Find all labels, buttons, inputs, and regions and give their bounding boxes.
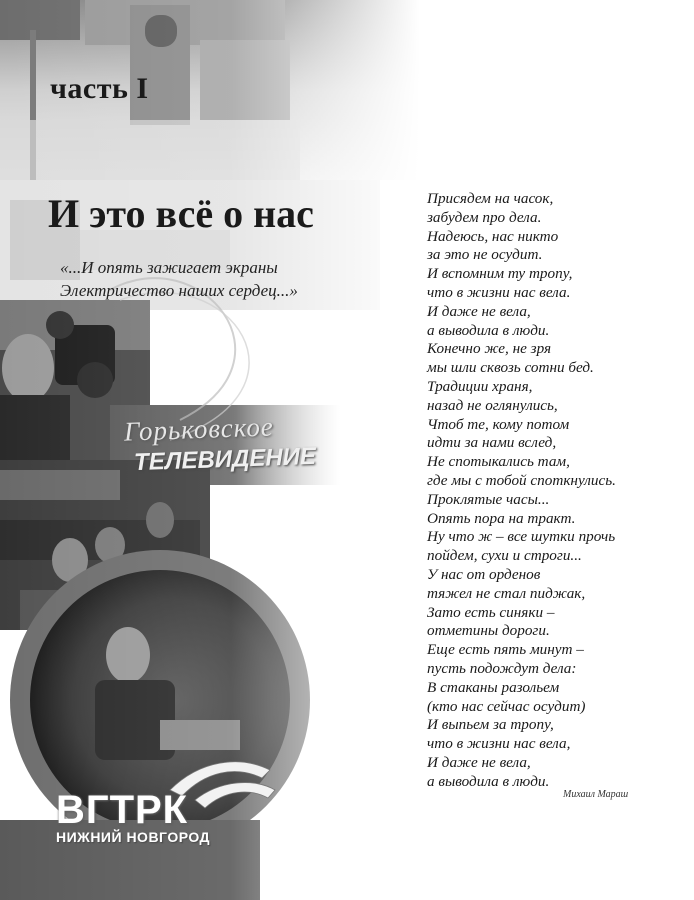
page-title: И это всё о нас (48, 191, 314, 236)
poem-line: У нас от орденов (427, 565, 541, 583)
poem-line: Конечно же, не зря (427, 340, 552, 358)
section-label: часть I (50, 72, 149, 105)
poem-line: что в жизни нас вела, (427, 735, 571, 753)
poem-line: Проклятые часы... (427, 490, 550, 508)
poem-line: где мы с тобой споткнулись. (427, 471, 616, 489)
poem-line: мы шли сквозь сотни бед. (427, 359, 594, 377)
poem-line: (кто нас сейчас осудит) (427, 697, 586, 715)
photo-sign-line-1: Горьковское (123, 411, 275, 447)
poem-line: Чтоб те, кому потом (427, 415, 570, 433)
poem-line: Присядем на часок, (427, 190, 554, 207)
photo-sign-line-2: ТЕЛЕВИДЕНИЕ (133, 442, 317, 477)
logo-city: НИЖНИЙ НОВГОРОД (56, 829, 211, 845)
poem-line: а выводила в люди. (427, 772, 550, 790)
poem-line: за это не осудит. (427, 246, 543, 264)
poem-line: Зато есть синяки – (427, 603, 555, 621)
poem-author: Михаил Мараш (563, 789, 629, 800)
poem-line: Еще есть пять минут – (427, 641, 584, 659)
poem-line: И выпьем за тропу, (427, 716, 554, 734)
poem-line: что в жизни нас вела. (427, 283, 571, 301)
epigraph-line: «...И опять зажигает экраны (60, 258, 278, 277)
poem-line: И вспомним ту тропу, (427, 265, 573, 283)
poem-line: И даже не вела, (427, 753, 531, 771)
poem-line: пусть подождут дела: (427, 659, 577, 677)
poem-line: Ну что ж – все шутки прочь (427, 528, 616, 546)
poem-line: В стаканы разольем (427, 678, 560, 696)
poem-line: Традиции храня, (427, 377, 533, 395)
poem-line: Не спотыкались там, (427, 453, 570, 471)
epigraph-line: Электричество наших сердец...» (60, 281, 298, 300)
poem-line: Надеюсь, нас никто (427, 227, 559, 245)
poem-line: Опять пора на тракт. (427, 509, 576, 527)
poem-line: назад не оглянулись, (427, 396, 558, 414)
poem-line: идти за нами вслед, (427, 434, 557, 452)
epigraph (60, 256, 298, 302)
poem-line: а выводила в люди. (427, 321, 550, 339)
poem-line: забудем про дела. (427, 208, 542, 226)
poem-line: отметины дороги. (427, 622, 550, 640)
poem (427, 190, 616, 792)
poem-line: тяжел не стал пиджак, (427, 584, 586, 602)
poem-line: И даже не вела, (427, 302, 531, 320)
logo-name: ВГТРК (56, 788, 189, 832)
poem-line: пойдем, сухи и строги... (427, 547, 582, 565)
